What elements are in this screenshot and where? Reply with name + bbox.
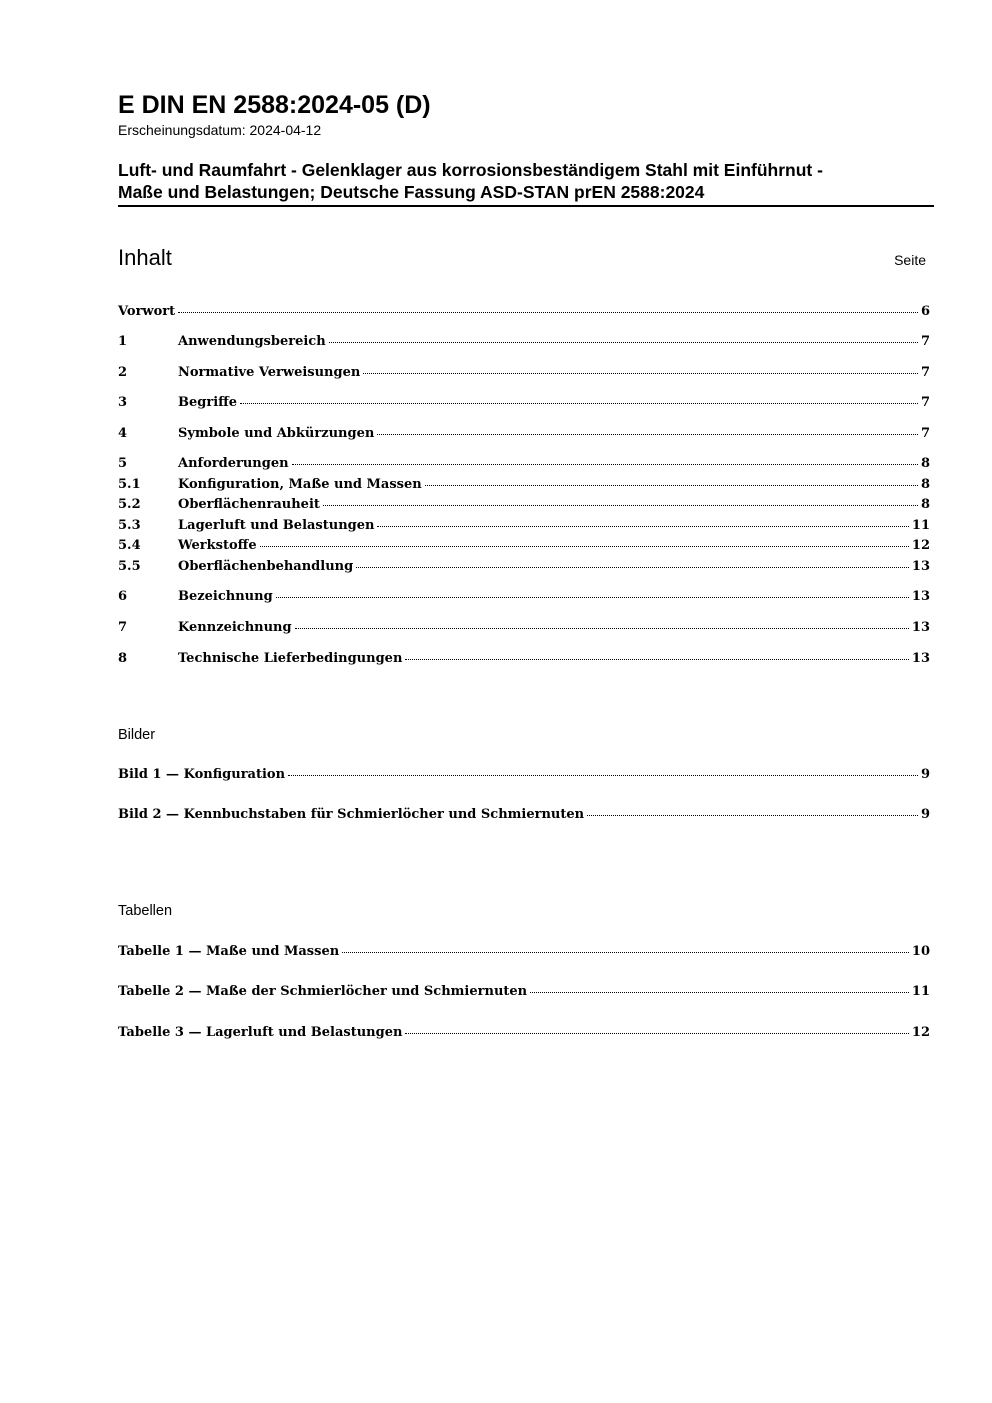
toc-entry-title: Oberflächenbehandlung bbox=[178, 559, 354, 574]
dot-leader bbox=[356, 566, 909, 568]
contents-heading: Inhalt bbox=[118, 245, 172, 270]
toc-entry-number: 1 bbox=[118, 334, 128, 349]
dot-leader bbox=[178, 311, 918, 313]
toc-entry-page: 7 bbox=[920, 334, 930, 349]
tables-heading: Tabellen bbox=[118, 903, 173, 919]
toc-entry-3[interactable] bbox=[118, 393, 930, 413]
toc-entry-number: 7 bbox=[118, 620, 128, 635]
figures-heading: Bilder bbox=[118, 727, 156, 743]
document-header bbox=[118, 90, 934, 203]
toc-entry-title: Oberflächenrauheit bbox=[178, 497, 320, 512]
subtitle-line-2: Maße und Belastungen; Deutsche Fassung ASD-STAN prEN 2588:2024 bbox=[118, 182, 705, 202]
toc-entry-5-5[interactable] bbox=[118, 557, 930, 577]
table-entry-title: Tabelle 1 — Maße und Massen bbox=[118, 944, 340, 959]
toc-entry-title: Kennzeichnung bbox=[178, 620, 292, 635]
dot-leader bbox=[288, 774, 918, 776]
toc-entry-number: 5.1 bbox=[118, 477, 141, 492]
document-subtitle bbox=[118, 159, 934, 203]
toc-entry-7[interactable] bbox=[118, 618, 930, 638]
subtitle-line-1: Luft- und Raumfahrt - Gelenklager aus korrosionsbeständigem Stahl mit Einführnut - bbox=[118, 160, 823, 180]
dot-leader bbox=[295, 627, 909, 629]
table-entry-3[interactable] bbox=[118, 1023, 930, 1043]
dot-leader bbox=[377, 525, 908, 527]
toc-entry-title: Technische Lieferbedingungen bbox=[178, 651, 403, 666]
toc-entry-title: Symbole und Abkürzungen bbox=[178, 426, 375, 441]
toc-entry-page: 13 bbox=[911, 651, 930, 666]
dot-leader bbox=[405, 1032, 908, 1034]
dot-leader bbox=[363, 372, 918, 374]
toc-entry-5-3[interactable] bbox=[118, 516, 930, 536]
dot-leader bbox=[329, 341, 918, 343]
toc-entry-page: 12 bbox=[911, 538, 930, 553]
toc-entry-5-4[interactable] bbox=[118, 536, 930, 556]
toc-entry-number: 5.5 bbox=[118, 559, 141, 574]
toc-entry-page: 13 bbox=[911, 620, 930, 635]
toc-entry-page: 8 bbox=[920, 456, 930, 471]
toc-entry-8[interactable] bbox=[118, 649, 930, 669]
figure-entry-title: Bild 2 — Kennbuchstaben für Schmierlöcher und Schmiernuten bbox=[118, 807, 585, 822]
document-title: E DIN EN 2588:2024-05 (D) bbox=[118, 91, 431, 119]
toc-entry-1[interactable] bbox=[118, 332, 930, 352]
toc-entry-6[interactable] bbox=[118, 587, 930, 607]
toc-entry-4[interactable] bbox=[118, 424, 930, 444]
table-entry-2[interactable] bbox=[118, 982, 930, 1002]
dot-leader bbox=[405, 658, 909, 660]
table-entry-1[interactable] bbox=[118, 942, 930, 962]
publication-date: Erscheinungsdatum: 2024-04-12 bbox=[118, 122, 322, 138]
dot-leader bbox=[323, 504, 918, 506]
table-entry-page: 12 bbox=[911, 1025, 930, 1040]
toc-entry-title: Anforderungen bbox=[178, 456, 289, 471]
toc-entry-5-2[interactable] bbox=[118, 495, 930, 515]
dot-leader bbox=[425, 484, 918, 486]
toc-entry-page: 11 bbox=[911, 518, 930, 533]
toc-entry-title: Bezeichnung bbox=[178, 589, 273, 604]
toc-entry-title: Lagerluft und Belastungen bbox=[178, 518, 375, 533]
toc-entry-page: 7 bbox=[920, 426, 930, 441]
toc-entry-number: 5.3 bbox=[118, 518, 141, 533]
dot-leader bbox=[240, 402, 918, 404]
toc-entry-5-1[interactable] bbox=[118, 475, 930, 495]
toc-entry-title: Normative Verweisungen bbox=[178, 365, 361, 380]
toc-entry-number: 6 bbox=[118, 589, 128, 604]
toc-entry-number: 5.4 bbox=[118, 538, 141, 553]
figure-entry-2[interactable] bbox=[118, 805, 930, 825]
dot-leader bbox=[292, 463, 918, 465]
toc-entry-page: 8 bbox=[920, 497, 930, 512]
toc-entry-page: 7 bbox=[920, 395, 930, 410]
toc-entry-number: 8 bbox=[118, 651, 128, 666]
contents-header bbox=[118, 245, 926, 271]
toc-entry-5[interactable] bbox=[118, 454, 930, 474]
figure-entry-1[interactable] bbox=[118, 765, 930, 785]
figure-entry-title: Bild 1 — Konfiguration bbox=[118, 767, 286, 782]
toc-entry-number: 5.2 bbox=[118, 497, 141, 512]
toc-entry-title: Vorwort bbox=[118, 304, 176, 319]
table-entry-title: Tabelle 2 — Maße der Schmierlöcher und Schmiernuten bbox=[118, 984, 528, 999]
figure-entry-page: 9 bbox=[920, 807, 930, 822]
toc-entry-number: 2 bbox=[118, 365, 128, 380]
toc-entry-page: 7 bbox=[920, 365, 930, 380]
page-column-label: Seite bbox=[894, 252, 926, 268]
toc-entry-2[interactable] bbox=[118, 363, 930, 383]
toc-entry-title: Begriffe bbox=[178, 395, 238, 410]
figure-entry-page: 9 bbox=[920, 767, 930, 782]
toc-entry-number: 5 bbox=[118, 456, 128, 471]
table-entry-title: Tabelle 3 — Lagerluft und Belastungen bbox=[118, 1025, 403, 1040]
toc-entry-title: Werkstoffe bbox=[178, 538, 257, 553]
dot-leader bbox=[276, 596, 909, 598]
toc-entry-page: 13 bbox=[911, 589, 930, 604]
table-entry-page: 11 bbox=[911, 984, 930, 999]
dot-leader bbox=[530, 991, 909, 993]
dot-leader bbox=[377, 433, 918, 435]
toc-entry-title: Anwendungsbereich bbox=[178, 334, 326, 349]
toc-entry-number: 4 bbox=[118, 426, 128, 441]
dot-leader bbox=[260, 545, 909, 547]
toc-entry-page: 8 bbox=[920, 477, 930, 492]
toc-entry-vorwort[interactable] bbox=[118, 302, 930, 322]
toc-entry-page: 13 bbox=[911, 559, 930, 574]
toc-entry-title: Konfiguration, Maße und Massen bbox=[178, 477, 422, 492]
table-entry-page: 10 bbox=[911, 944, 930, 959]
title-divider bbox=[118, 205, 934, 207]
toc-entry-page: 6 bbox=[920, 304, 930, 319]
dot-leader bbox=[587, 814, 918, 816]
toc-entry-number: 3 bbox=[118, 395, 128, 410]
dot-leader bbox=[342, 951, 909, 953]
